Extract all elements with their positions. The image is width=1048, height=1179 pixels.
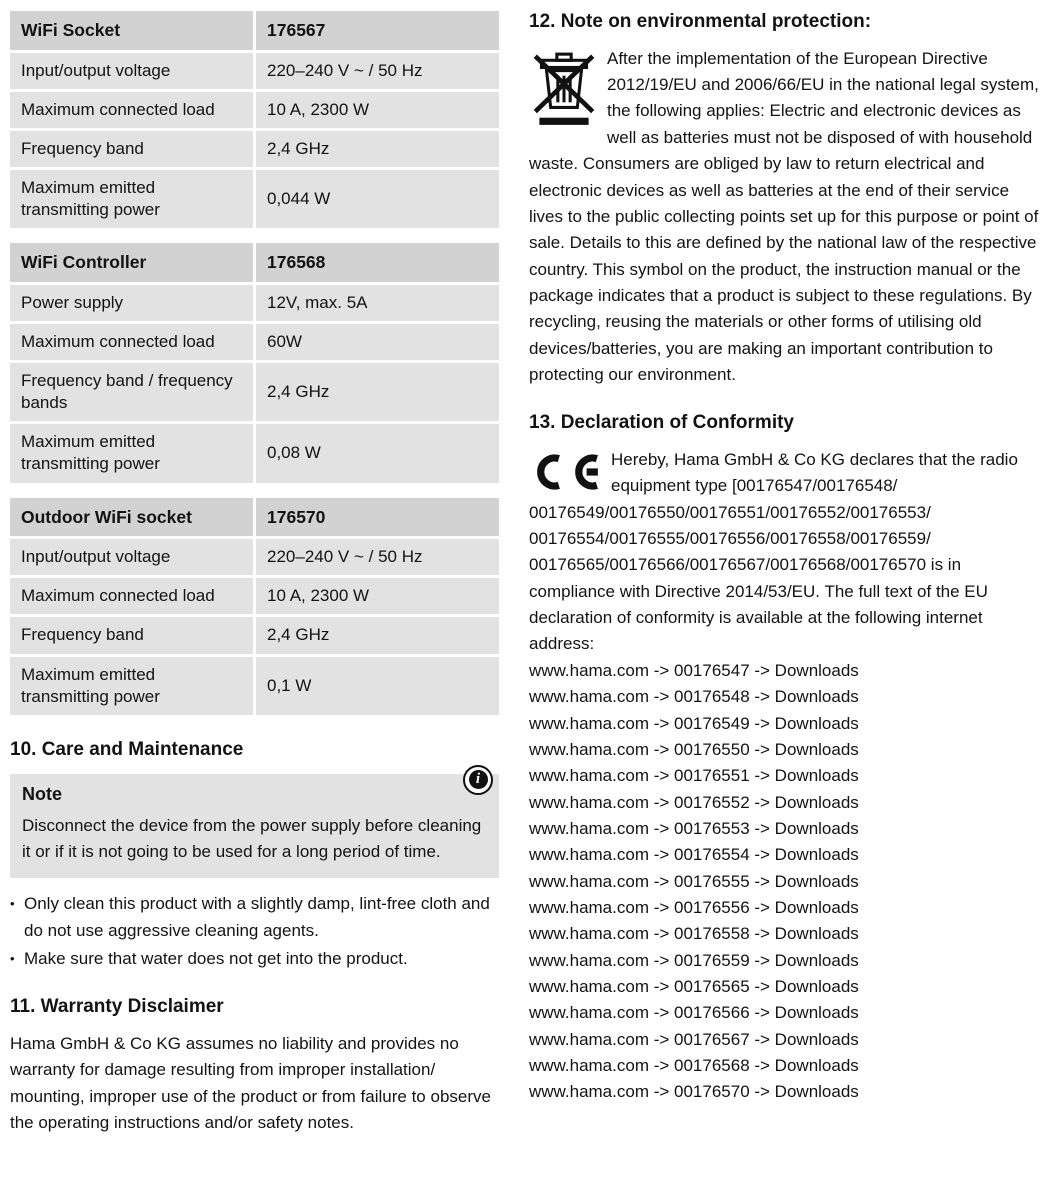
care-bullet-text: Make sure that water does not get into the product. (24, 948, 408, 968)
spec-label: Maximum connected load (10, 92, 253, 128)
download-link: www.hama.com -> 00176553 -> Downloads (529, 818, 859, 838)
table-article-number: 176570 (256, 498, 499, 537)
info-icon-glyph: i (469, 770, 488, 789)
download-link: www.hama.com -> 00176547 -> Downloads (529, 660, 859, 680)
download-link: www.hama.com -> 00176548 -> Downloads (529, 687, 859, 707)
download-link: www.hama.com -> 00176570 -> Downloads (529, 1082, 859, 1102)
download-link: www.hama.com -> 00176551 -> Downloads (529, 766, 859, 786)
section-heading-environment: 12. Note on environmental protection: (529, 11, 872, 32)
spec-label: Input/output voltage (10, 53, 253, 89)
spec-label: Input/output voltage (10, 539, 253, 575)
note-text: Disconnect the device from the power supply before cleaning it or if it is not going to be used for a long period of time. (22, 815, 482, 861)
left-column (10, 11, 499, 1136)
weee-crossed-bin-icon (529, 48, 599, 130)
spec-value: 10 A, 2300 W (256, 92, 499, 128)
spec-value: 0,044 W (256, 170, 499, 228)
warranty-text: Hama GmbH & Co KG assumes no liability and provides no warranty for damage resulting from improper installation/ mounting, improper use of the product or from failure to observe the operating instructions and/or safety notes. (10, 1034, 491, 1133)
spec-table-wifi-socket (10, 11, 499, 228)
table-title: WiFi Controller (10, 243, 253, 282)
spec-label: Frequency band / frequency bands (10, 363, 253, 421)
spec-value: 2,4 GHz (256, 617, 499, 653)
table-article-number: 176568 (256, 243, 499, 282)
environment-block (529, 46, 1042, 388)
download-link: www.hama.com -> 00176552 -> Downloads (529, 792, 859, 812)
spec-label: Frequency band (10, 131, 253, 167)
spec-table-wifi-controller (10, 243, 499, 482)
download-link: www.hama.com -> 00176559 -> Downloads (529, 950, 859, 970)
table-article-number: 176567 (256, 11, 499, 50)
spec-label: Maximum connected load (10, 578, 253, 614)
download-link: www.hama.com -> 00176555 -> Downloads (529, 871, 859, 891)
conformity-block (529, 447, 1042, 658)
conformity-text: Hereby, Hama GmbH & Co KG declares that the radio equipment type [00176547/00176548/ 00176549/00176550/00176551/00176552/00176553/ 00176554/00176555/00176556/00176558/00176559/ 00176565/00176566/00176567/00176568/00176570 is in compliance with Directive 2014/53/EU. The full text of the EU declaration of conformity is available at the following internet address: (529, 450, 1018, 654)
table-title: WiFi Socket (10, 11, 253, 50)
ce-mark-icon (529, 452, 601, 492)
download-link: www.hama.com -> 00176568 -> Downloads (529, 1055, 859, 1075)
spec-value: 10 A, 2300 W (256, 578, 499, 614)
spec-label: Maximum emitted transmitting power (10, 424, 253, 482)
download-link: www.hama.com -> 00176567 -> Downloads (529, 1029, 859, 1049)
spec-label: Maximum emitted transmitting power (10, 170, 253, 228)
spec-label: Maximum emitted transmitting power (10, 657, 253, 715)
section-heading-warranty: 11. Warranty Disclaimer (10, 996, 224, 1018)
spec-value: 2,4 GHz (256, 363, 499, 421)
care-bullet (10, 891, 499, 944)
spec-value: 60W (256, 324, 499, 360)
download-links (529, 658, 1042, 1106)
download-link: www.hama.com -> 00176556 -> Downloads (529, 897, 859, 917)
environment-text: After the implementation of the European Directive 2012/19/EU and 2006/66/EU in the national legal system, the following applies: Electric and electronic devices as well as batteries must not be disposed of with household waste. Consumers are obliged by law to return electrical and electronic devices as well as batteries at the end of their service lives to the public collecting points set up for this purpose or point of sale. Details to this are defined by the national law of the respective country. This symbol on the product, the instruction manual or the package indicates that a product is subject to these regulations. By recycling, reusing the materials or other forms of utilising old devices/batteries, you are making an important contribution to protecting our environment. (529, 48, 1039, 384)
info-icon (463, 765, 493, 795)
download-link: www.hama.com -> 00176558 -> Downloads (529, 924, 859, 944)
section-heading-conformity: 13. Declaration of Conformity (529, 412, 794, 434)
bullet-icon: • (10, 896, 15, 912)
spec-value: 220–240 V ~ / 50 Hz (256, 539, 499, 575)
spec-label: Maximum connected load (10, 324, 253, 360)
spec-table-outdoor-wifi-socket (10, 498, 499, 715)
care-bullet-text: Only clean this product with a slightly damp, lint-free cloth and do not use aggressive cleaning agents. (24, 894, 490, 940)
spec-value: 12V, max. 5A (256, 285, 499, 321)
note-title: Note (22, 783, 62, 804)
care-bullet (10, 946, 499, 972)
download-link: www.hama.com -> 00176554 -> Downloads (529, 845, 859, 865)
note-box (10, 771, 499, 879)
spec-label: Power supply (10, 285, 253, 321)
table-title: Outdoor WiFi socket (10, 498, 253, 537)
download-link: www.hama.com -> 00176565 -> Downloads (529, 976, 859, 996)
spec-value: 0,1 W (256, 657, 499, 715)
spec-value: 0,08 W (256, 424, 499, 482)
spec-value: 220–240 V ~ / 50 Hz (256, 53, 499, 89)
download-link: www.hama.com -> 00176549 -> Downloads (529, 713, 859, 733)
spec-label: Frequency band (10, 617, 253, 653)
bullet-icon: • (10, 950, 15, 966)
section-heading-care: 10. Care and Maintenance (10, 738, 244, 760)
download-link: www.hama.com -> 00176550 -> Downloads (529, 739, 859, 759)
right-column (529, 11, 1042, 1136)
spec-value: 2,4 GHz (256, 131, 499, 167)
download-link: www.hama.com -> 00176566 -> Downloads (529, 1003, 859, 1023)
